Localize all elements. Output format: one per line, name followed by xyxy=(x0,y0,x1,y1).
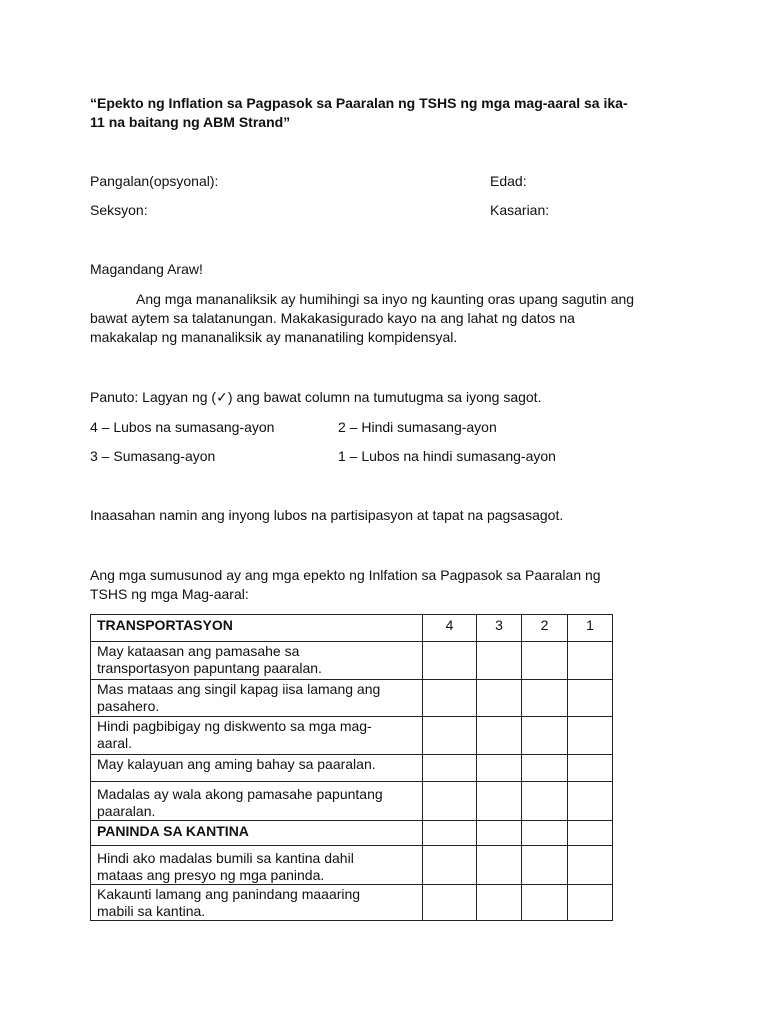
table-intro-line-2: TSHS ng mga Mag-aaral: xyxy=(90,586,249,602)
table-row xyxy=(91,680,613,717)
scale-row-2 xyxy=(90,447,680,466)
age-label: Edad: xyxy=(490,173,527,189)
rating-header-3: 3 xyxy=(477,615,522,642)
name-age-row xyxy=(90,172,680,191)
rating-cell-3[interactable] xyxy=(477,755,522,782)
scale-row-1 xyxy=(90,418,680,437)
intro-paragraph xyxy=(90,290,680,347)
expectation-text: Inaasahan namin ang inyong lubos na partisipasyon at tapat na pagsasagot. xyxy=(90,507,564,523)
table-row xyxy=(91,642,613,680)
rating-cell-4[interactable] xyxy=(423,782,477,821)
rating-cell-3[interactable] xyxy=(477,680,522,717)
intro-line-3: makakalap ng mananaliksik ay mananatiling kompidensyal. xyxy=(90,329,458,345)
rating-cell-1[interactable] xyxy=(568,846,613,885)
scale-3: 3 – Sumasang-ayon xyxy=(90,448,216,464)
rating-cell-4[interactable] xyxy=(423,755,477,782)
rating-cell-2[interactable] xyxy=(522,717,568,755)
section-heading: TRANSPORTASYON xyxy=(91,615,423,642)
rating-header-2: 2 xyxy=(522,615,568,642)
statement-line-2: pasahero. xyxy=(97,698,160,714)
table-row xyxy=(91,755,613,782)
statement-line-2: aaral. xyxy=(97,735,133,751)
rating-header-4: 4 xyxy=(423,615,477,642)
document-title xyxy=(90,94,690,132)
section-header-row xyxy=(91,821,613,846)
statement-cell xyxy=(91,782,423,821)
section-label: Seksyon: xyxy=(90,202,148,218)
rating-cell-2[interactable] xyxy=(522,680,568,717)
statement-cell xyxy=(91,680,423,717)
name-label: Pangalan(opsyonal): xyxy=(90,173,219,189)
rating-cell-2[interactable] xyxy=(522,885,568,921)
rating-cell-1[interactable] xyxy=(568,642,613,680)
statement-line-2: mabili sa kantina. xyxy=(97,903,206,919)
statement-cell xyxy=(91,846,423,885)
scale-1: 1 – Lubos na hindi sumasang-ayon xyxy=(338,448,556,464)
scale-2: 2 – Hindi sumasang-ayon xyxy=(338,419,497,435)
rating-cell-1[interactable] xyxy=(568,755,613,782)
rating-cell-2[interactable] xyxy=(522,755,568,782)
statement-cell xyxy=(91,717,423,755)
title-line-2: 11 na baitang ng ABM Strand” xyxy=(90,114,291,130)
rating-cell-4[interactable] xyxy=(423,846,477,885)
table-intro-line-1: Ang mga sumusunod ay ang mga epekto ng Inlfation sa Pagpasok sa Paaralan ng xyxy=(90,567,601,583)
statement-line-1: Kakaunti lamang ang panindang maaaring xyxy=(97,886,361,902)
table-row xyxy=(91,885,613,921)
greeting: Magandang Araw! xyxy=(90,261,203,277)
rating-cell-2[interactable] xyxy=(522,642,568,680)
table-row xyxy=(91,782,613,821)
rating-cell-1[interactable] xyxy=(568,717,613,755)
header-empty-cell xyxy=(568,821,613,846)
rating-header-1: 1 xyxy=(568,615,613,642)
statement-line-1: Madalas ay wala akong pamasahe papuntang xyxy=(97,786,383,802)
rating-cell-3[interactable] xyxy=(477,642,522,680)
rating-cell-2[interactable] xyxy=(522,846,568,885)
rating-cell-1[interactable] xyxy=(568,885,613,921)
header-empty-cell xyxy=(522,821,568,846)
scale-4: 4 – Lubos na sumasang-ayon xyxy=(90,419,275,435)
gender-label: Kasarian: xyxy=(490,202,550,218)
instructions: Panuto: Lagyan ng (✓) ang bawat column na tumutugma sa iyong sagot. xyxy=(90,389,542,405)
rating-cell-3[interactable] xyxy=(477,885,522,921)
statement-line-2: paaralan. xyxy=(97,803,156,819)
statement-line-1: Hindi pagbibigay ng diskwento sa mga mag- xyxy=(97,718,372,734)
statement-line-1: May kalayuan ang aming bahay sa paaralan. xyxy=(97,756,376,772)
table-row xyxy=(91,717,613,755)
statement-line-2: mataas ang presyo ng mga paninda. xyxy=(97,867,325,883)
title-line-1: “Epekto ng Inflation sa Pagpasok sa Paaralan ng TSHS ng mga mag-aaral sa ika- xyxy=(90,95,628,111)
statement-line-2: transportasyon papuntang paaralan. xyxy=(97,660,322,676)
intro-line-1: Ang mga mananaliksik ay humihingi sa inyo ng kaunting oras upang sagutin ang xyxy=(136,291,635,307)
table-row xyxy=(91,846,613,885)
rating-cell-4[interactable] xyxy=(423,717,477,755)
header-empty-cell xyxy=(477,821,522,846)
statement-cell xyxy=(91,755,423,782)
statement-line-1: May kataasan ang pamasahe sa xyxy=(97,643,300,659)
rating-cell-3[interactable] xyxy=(477,846,522,885)
section-header-row xyxy=(91,615,613,642)
statement-cell xyxy=(91,642,423,680)
header-empty-cell xyxy=(423,821,477,846)
rating-cell-3[interactable] xyxy=(477,717,522,755)
statement-cell xyxy=(91,885,423,921)
statement-line-1: Mas mataas ang singil kapag iisa lamang ang xyxy=(97,681,381,697)
rating-cell-4[interactable] xyxy=(423,680,477,717)
rating-cell-2[interactable] xyxy=(522,782,568,821)
rating-cell-3[interactable] xyxy=(477,782,522,821)
statement-line-1: Hindi ako madalas bumili sa kantina dahil xyxy=(97,850,354,866)
intro-line-2: bawat aytem sa talatanungan. Makakasigurado kayo na ang lahat ng datos na xyxy=(90,310,575,326)
rating-cell-1[interactable] xyxy=(568,680,613,717)
rating-cell-4[interactable] xyxy=(423,642,477,680)
section-gender-row xyxy=(90,201,680,220)
table-intro xyxy=(90,566,680,604)
survey-table xyxy=(90,614,613,921)
rating-cell-4[interactable] xyxy=(423,885,477,921)
section-heading: PANINDA SA KANTINA xyxy=(91,821,423,846)
rating-cell-1[interactable] xyxy=(568,782,613,821)
